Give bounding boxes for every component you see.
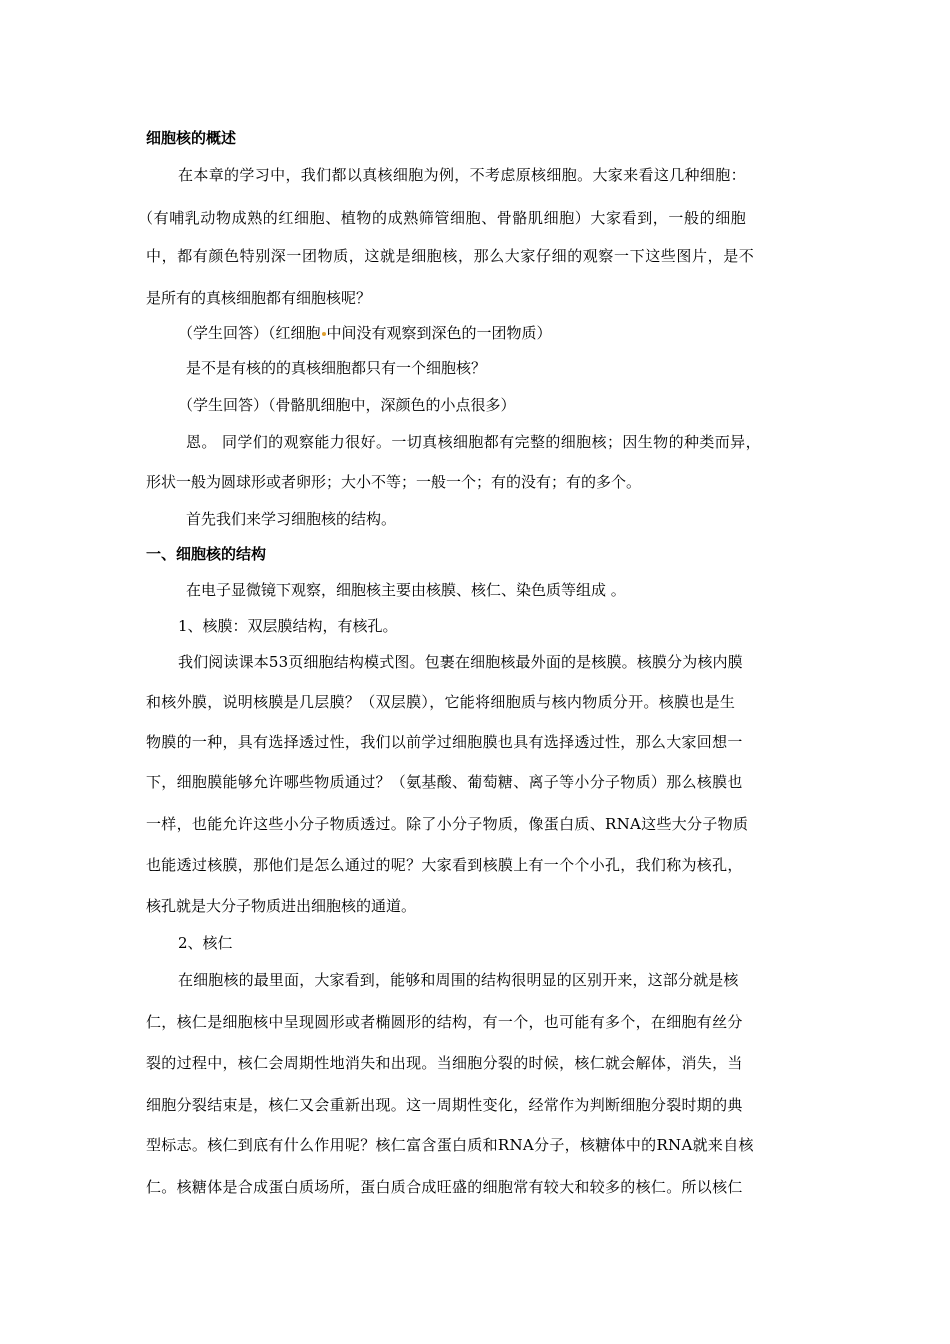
paragraph-line: 和核外膜，说明核膜是几层膜？（双层膜），它能将细胞质与核内物质分开。核膜也是生	[146, 693, 736, 711]
subheading-nucleolus: 2、核仁	[178, 934, 233, 952]
paragraph-line: （有哺乳动物成熟的红细胞、植物的成熟筛管细胞、骨骼肌细胞）大家看到，一般的细胞	[138, 209, 747, 227]
paragraph-line: 型标志。核仁到底有什么作用呢？核仁富含蛋白质和RNA分子，核糖体中的RNA就来自核	[146, 1136, 754, 1154]
subheading-nuclear-envelope: 1、核膜：双层膜结构，有核孔。	[178, 617, 398, 635]
paragraph-line: 仁，核仁是细胞核中呈现圆形或者椭圆形的结构，有一个，也可能有多个，在细胞有丝分	[146, 1013, 743, 1031]
student-answer-line	[178, 323, 552, 343]
paragraph-line: 是所有的真核细胞都有细胞核呢？	[146, 289, 372, 307]
highlight-dot	[322, 332, 326, 336]
paragraph-line: 在电子显微镜下观察，细胞核主要由核膜、核仁、染色质等组成 。	[186, 581, 626, 599]
paragraph-line: 首先我们来学习细胞核的结构。	[186, 510, 397, 528]
paragraph-line: 在本章的学习中，我们都以真核细胞为例，不考虑原核细胞。大家来看这几种细胞：	[178, 166, 746, 184]
answer-part-1: （学生回答）（红细胞	[178, 324, 321, 342]
paragraph-line: 核孔就是大分子物质进出细胞核的通道。	[146, 897, 417, 915]
answer-part-2: 中间没有观察到深色的一团物质）	[326, 324, 552, 342]
paragraph-line: 我们阅读课本53页细胞结构模式图。包裹在细胞核最外面的是核膜。核膜分为核内膜	[178, 653, 743, 671]
paragraph-line: 中，都有颜色特别深一团物质，这就是细胞核，那么大家仔细的观察一下这些图片，是不	[146, 247, 755, 265]
section-title: 细胞核的概述	[146, 129, 237, 147]
paragraph-line: 细胞分裂结束是，核仁又会重新出现。这一周期性变化，经常作为判断细胞分裂时期的典	[146, 1096, 743, 1114]
paragraph-line: 裂的过程中，核仁会周期性地消失和出现。当细胞分裂的时候，核仁就会解体，消失，当	[146, 1054, 743, 1072]
paragraph-line: 也能透过核膜，那他们是怎么通过的呢？大家看到核膜上有一个个小孔，我们称为核孔，	[146, 856, 743, 874]
paragraph-line: 物膜的一种，具有选择透过性，我们以前学过细胞膜也具有选择透过性，那么大家回想一	[146, 733, 743, 751]
paragraph-line: 在细胞核的最里面，大家看到，能够和周围的结构很明显的区别开来，这部分就是核	[178, 971, 739, 989]
paragraph-line: 下，细胞膜能够允许哪些物质通过？（氨基酸、葡萄糖、离子等小分子物质）那么核膜也	[146, 773, 743, 791]
paragraph-line: 形状一般为圆球形或者卵形；大小不等；一般一个；有的没有；有的多个。	[146, 473, 642, 491]
question-line: 是不是有核的的真核细胞都只有一个细胞核？	[186, 359, 487, 377]
student-answer-line: （学生回答）（骨骼肌细胞中，深颜色的小点很多）	[178, 396, 516, 414]
heading-structure: 一、细胞核的结构	[146, 545, 267, 563]
paragraph-line: 一样，也能允许这些小分子物质透过。除了小分子物质，像蛋白质、RNA这些大分子物质	[146, 815, 749, 833]
paragraph-line: 恩。 同学们的观察能力很好。一切真核细胞都有完整的细胞核；因生物的种类而异，	[186, 433, 761, 451]
paragraph-line: 仁。核糖体是合成蛋白质场所，蛋白质合成旺盛的细胞常有较大和较多的核仁。所以核仁	[146, 1178, 743, 1196]
